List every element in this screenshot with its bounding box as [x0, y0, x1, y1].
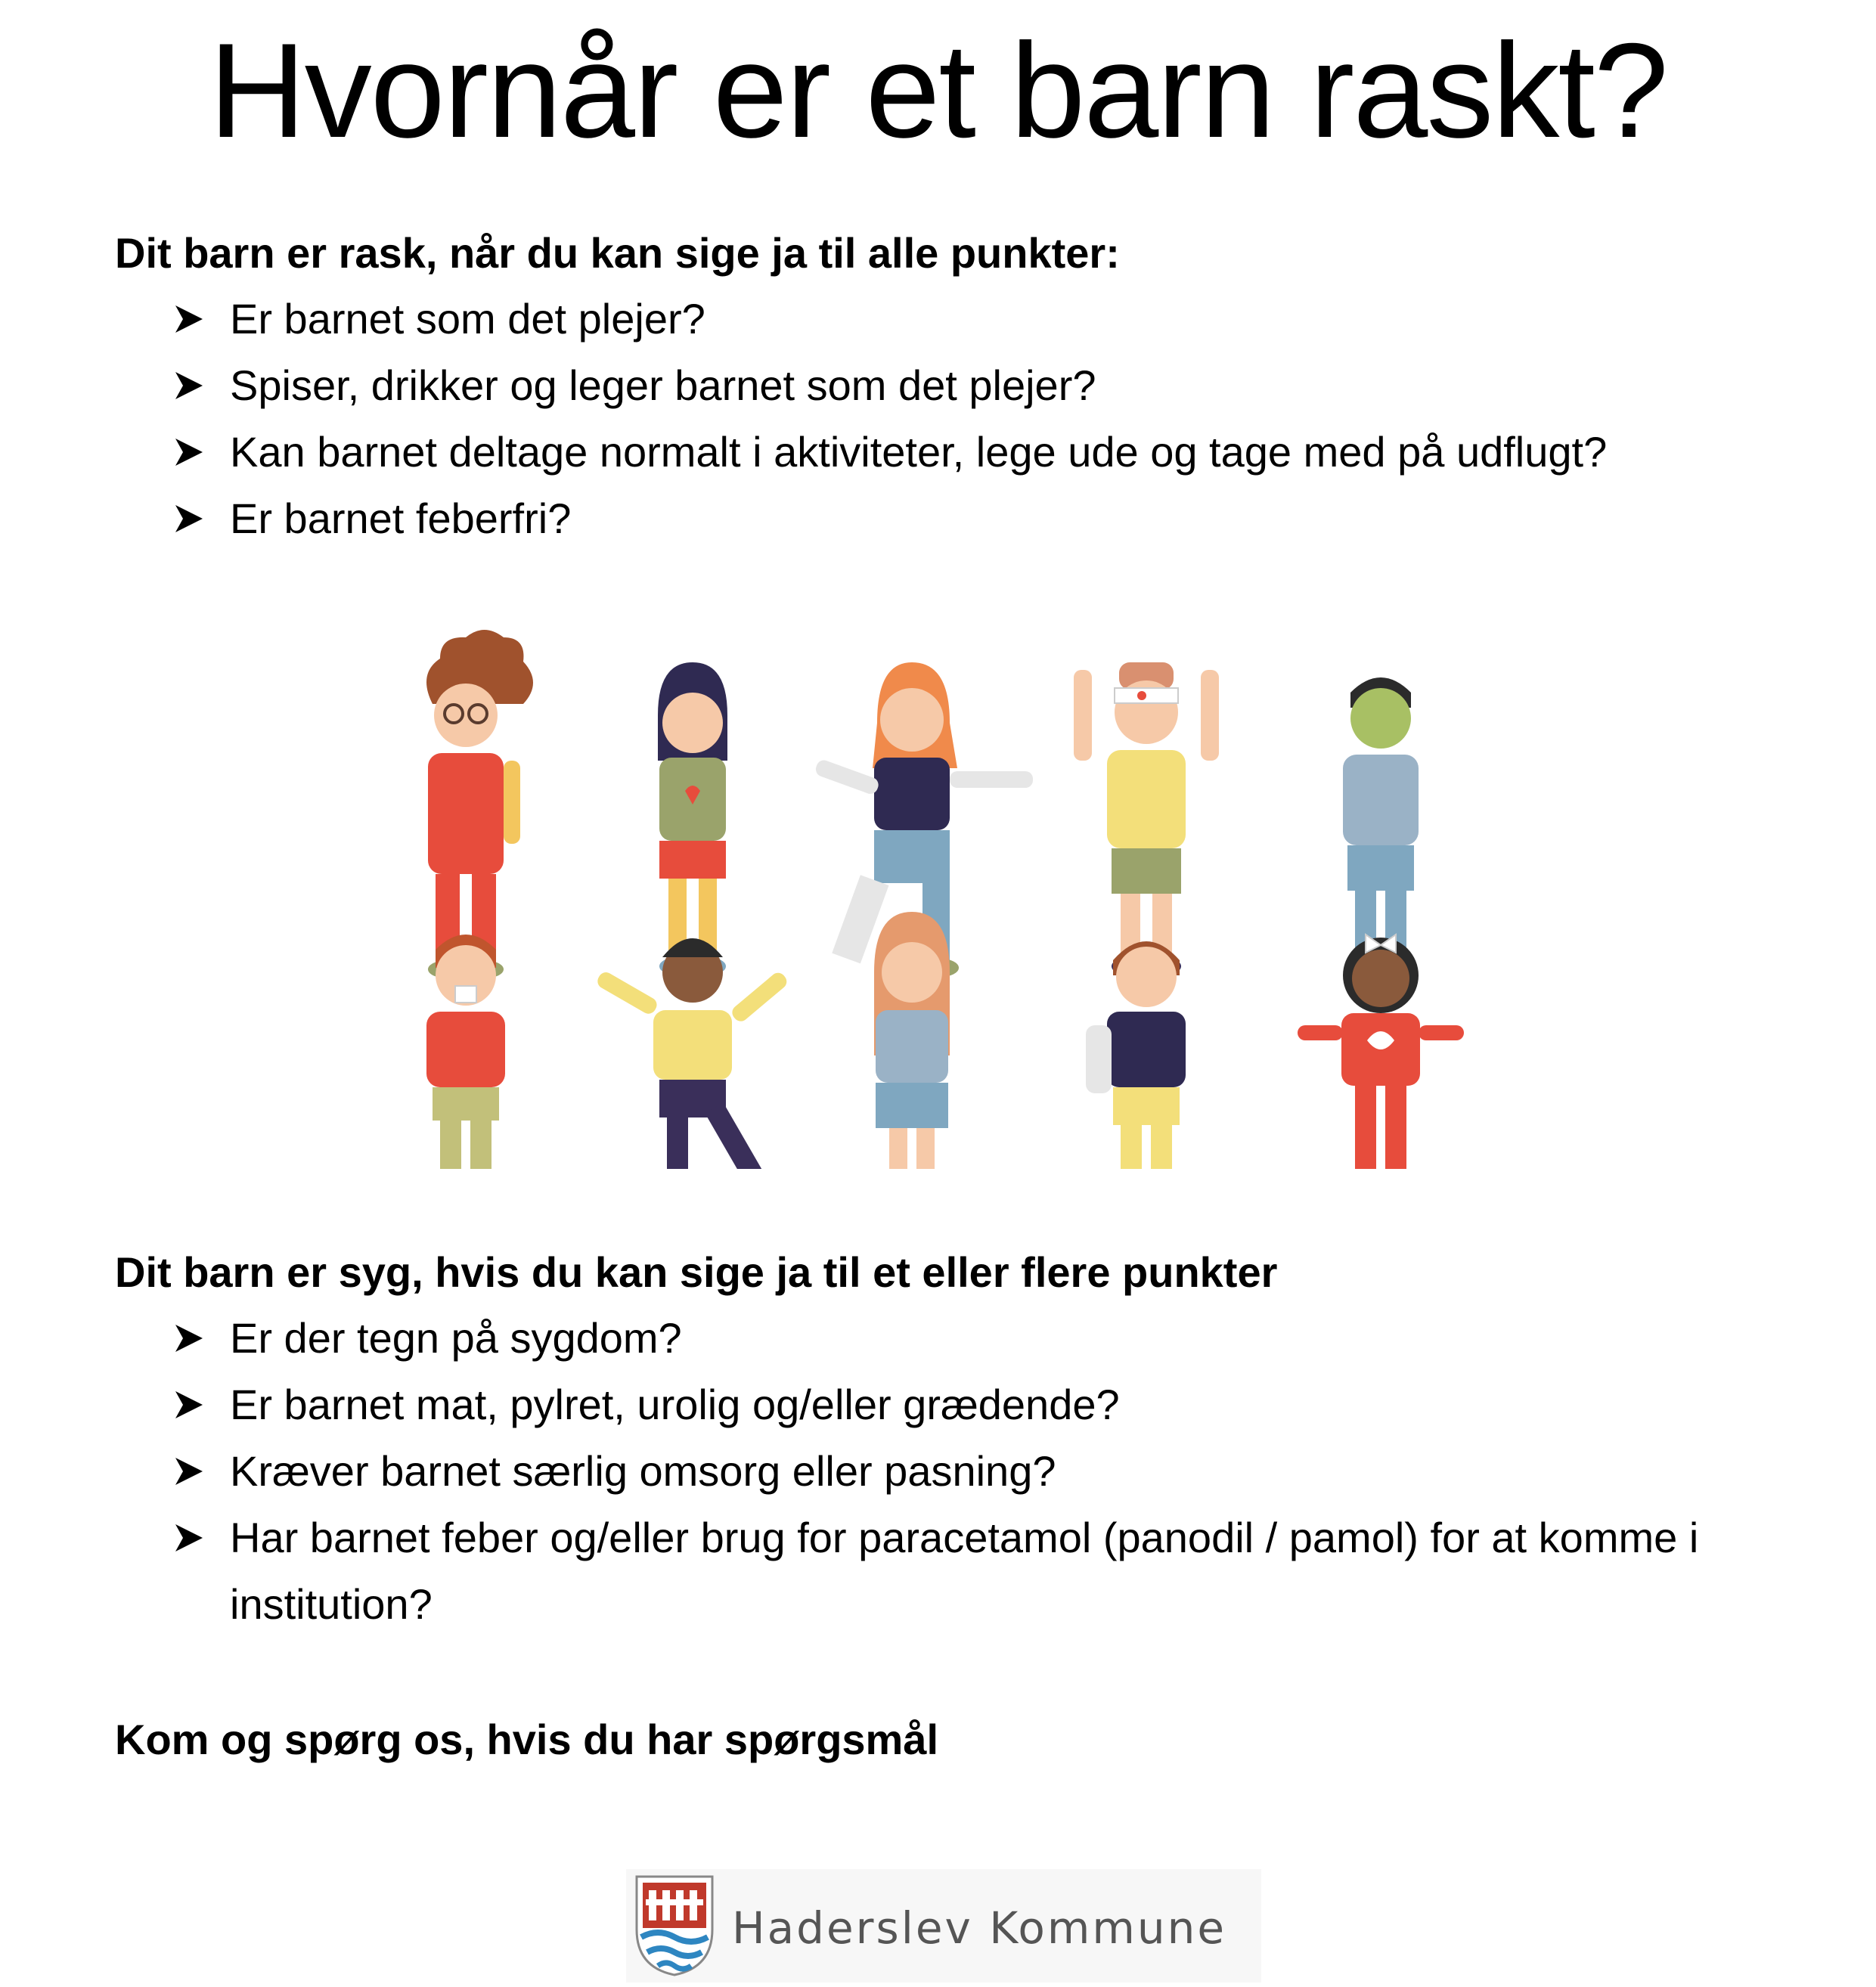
sick-list: [172, 1305, 1772, 1638]
list-item: [172, 1438, 1772, 1505]
healthy-heading: Dit barn er rask, når du kan sige ja til alle punkter:: [115, 229, 1120, 277]
haderslev-kommune-logo: [626, 1869, 1261, 1982]
page-title: Hvornår er et barn raskt?: [209, 15, 1667, 166]
sick-children-illustration: [367, 625, 1524, 1169]
list-item: [172, 352, 1607, 419]
list-item: [172, 1305, 1772, 1372]
logo-text: Haderslev Kommune: [732, 1902, 1227, 1954]
list-item: [172, 1372, 1772, 1438]
list-item-text: Er barnet som det plejer?: [230, 295, 705, 343]
footer-note: Kom og spørg os, hvis du har spørgsmål: [115, 1716, 939, 1763]
arrow-bullet-icon: [172, 502, 206, 535]
healthy-list: [172, 286, 1607, 552]
list-item-text: Har barnet feber og/eller brug for paracetamol (panodil / pamol) for at komme i institution?: [230, 1514, 1699, 1628]
arrow-bullet-icon: [172, 1521, 206, 1555]
list-item: [172, 286, 1607, 352]
list-item-text: Er barnet mat, pylret, urolig og/eller grædende?: [230, 1381, 1120, 1428]
list-item-text: Kræver barnet særlig omsorg eller pasning?: [230, 1447, 1056, 1495]
arrow-bullet-icon: [172, 436, 206, 469]
arrow-bullet-icon: [172, 302, 206, 336]
arrow-bullet-icon: [172, 1455, 206, 1488]
list-item: [172, 419, 1607, 485]
list-item: [172, 1505, 1772, 1638]
list-item: [172, 485, 1607, 552]
list-item-text: Kan barnet deltage normalt i aktiviteter, lege ude og tage med på udflugt?: [230, 428, 1608, 476]
list-item-text: Er der tegn på sygdom?: [230, 1314, 682, 1362]
arrow-bullet-icon: [172, 1388, 206, 1421]
arrow-bullet-icon: [172, 369, 206, 402]
list-item-text: Er barnet feberfri?: [230, 494, 572, 542]
arrow-bullet-icon: [172, 1322, 206, 1355]
haderslev-crest-icon: [637, 1877, 712, 1975]
sick-heading: Dit barn er syg, hvis du kan sige ja til et eller flere punkter: [115, 1248, 1278, 1296]
list-item-text: Spiser, drikker og leger barnet som det plejer?: [230, 361, 1096, 409]
